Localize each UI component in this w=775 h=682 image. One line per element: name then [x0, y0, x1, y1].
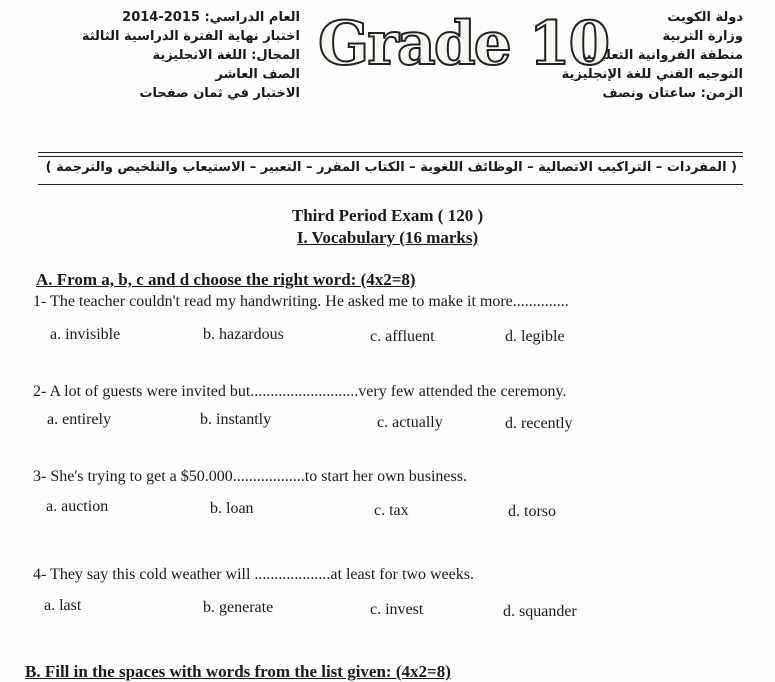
option-1c: c. affluent: [370, 328, 435, 345]
header-line: التوجيه الفني للغة الإنجليزية: [561, 67, 743, 82]
option-4d: d. squander: [503, 603, 577, 620]
option-4c: c. invest: [370, 601, 424, 618]
header-line: العام الدراسي: 2015-2014: [122, 10, 300, 25]
question-4: 4- They say this cold weather will ...................at least for two weeks.: [33, 566, 474, 583]
part-b-title: B. Fill in the spaces with words from the list given: (4x2=8): [25, 662, 451, 681]
option-1d: d. legible: [505, 328, 565, 345]
option-2b: b. instantly: [200, 411, 272, 428]
option-4b: b. generate: [203, 599, 274, 616]
section-title: I. Vocabulary (16 marks): [296, 228, 479, 247]
option-4a: a. last: [44, 597, 82, 614]
header-line: المجال: اللغة الانجليزية: [152, 48, 300, 63]
question-1: 1- The teacher couldn't read my handwriting. He asked me to make it more..............: [33, 293, 569, 310]
grade-logo: Grade 10: [318, 9, 609, 79]
header-line: اختبار نهاية الفترة الدراسية الثالثة: [81, 29, 300, 44]
exam-info-header: [60, 8, 300, 103]
header-line: وزارة التربية: [662, 29, 743, 44]
header-line: الصف العاشر: [215, 67, 300, 82]
header-line: الزمن: ساعتان ونصف: [602, 86, 743, 101]
header-line: الاختبار في ثمان صفحات: [139, 86, 300, 101]
header-divider: [38, 184, 743, 185]
header-line: دولة الكويت: [667, 10, 743, 25]
option-3c: c. tax: [374, 502, 409, 519]
question-2: 2- A lot of guests were invited but...........................very few attended the ceremony.: [33, 383, 567, 400]
option-2d: d. recently: [505, 415, 573, 432]
option-3b: b. loan: [210, 500, 254, 517]
question-3: 3- She's trying to get a $50.000..................to start her own business.: [33, 468, 467, 485]
option-2a: a. entirely: [47, 411, 111, 428]
header-divider: [38, 156, 743, 157]
header-divider: [38, 152, 743, 153]
option-3a: a. auction: [46, 498, 109, 515]
option-1a: a. invisible: [50, 326, 121, 343]
option-3d: d. torso: [508, 503, 556, 520]
exam-title: Third Period Exam ( 120 ): [291, 206, 484, 225]
option-1b: b. hazardous: [203, 326, 284, 343]
syllabus-line: ( المفردات – التراكيب الاتصالية – الوظائف اللغوية – الكتاب المقرر – التعبير – الاستيعاب والتلخيص والترجمة ): [45, 160, 737, 175]
part-a-title: A. From a, b, c and d choose the right word: (4x2=8): [36, 270, 416, 289]
header-line: منطقة الفروانية التعليمية: [578, 48, 743, 63]
option-2c: c. actually: [377, 414, 443, 431]
